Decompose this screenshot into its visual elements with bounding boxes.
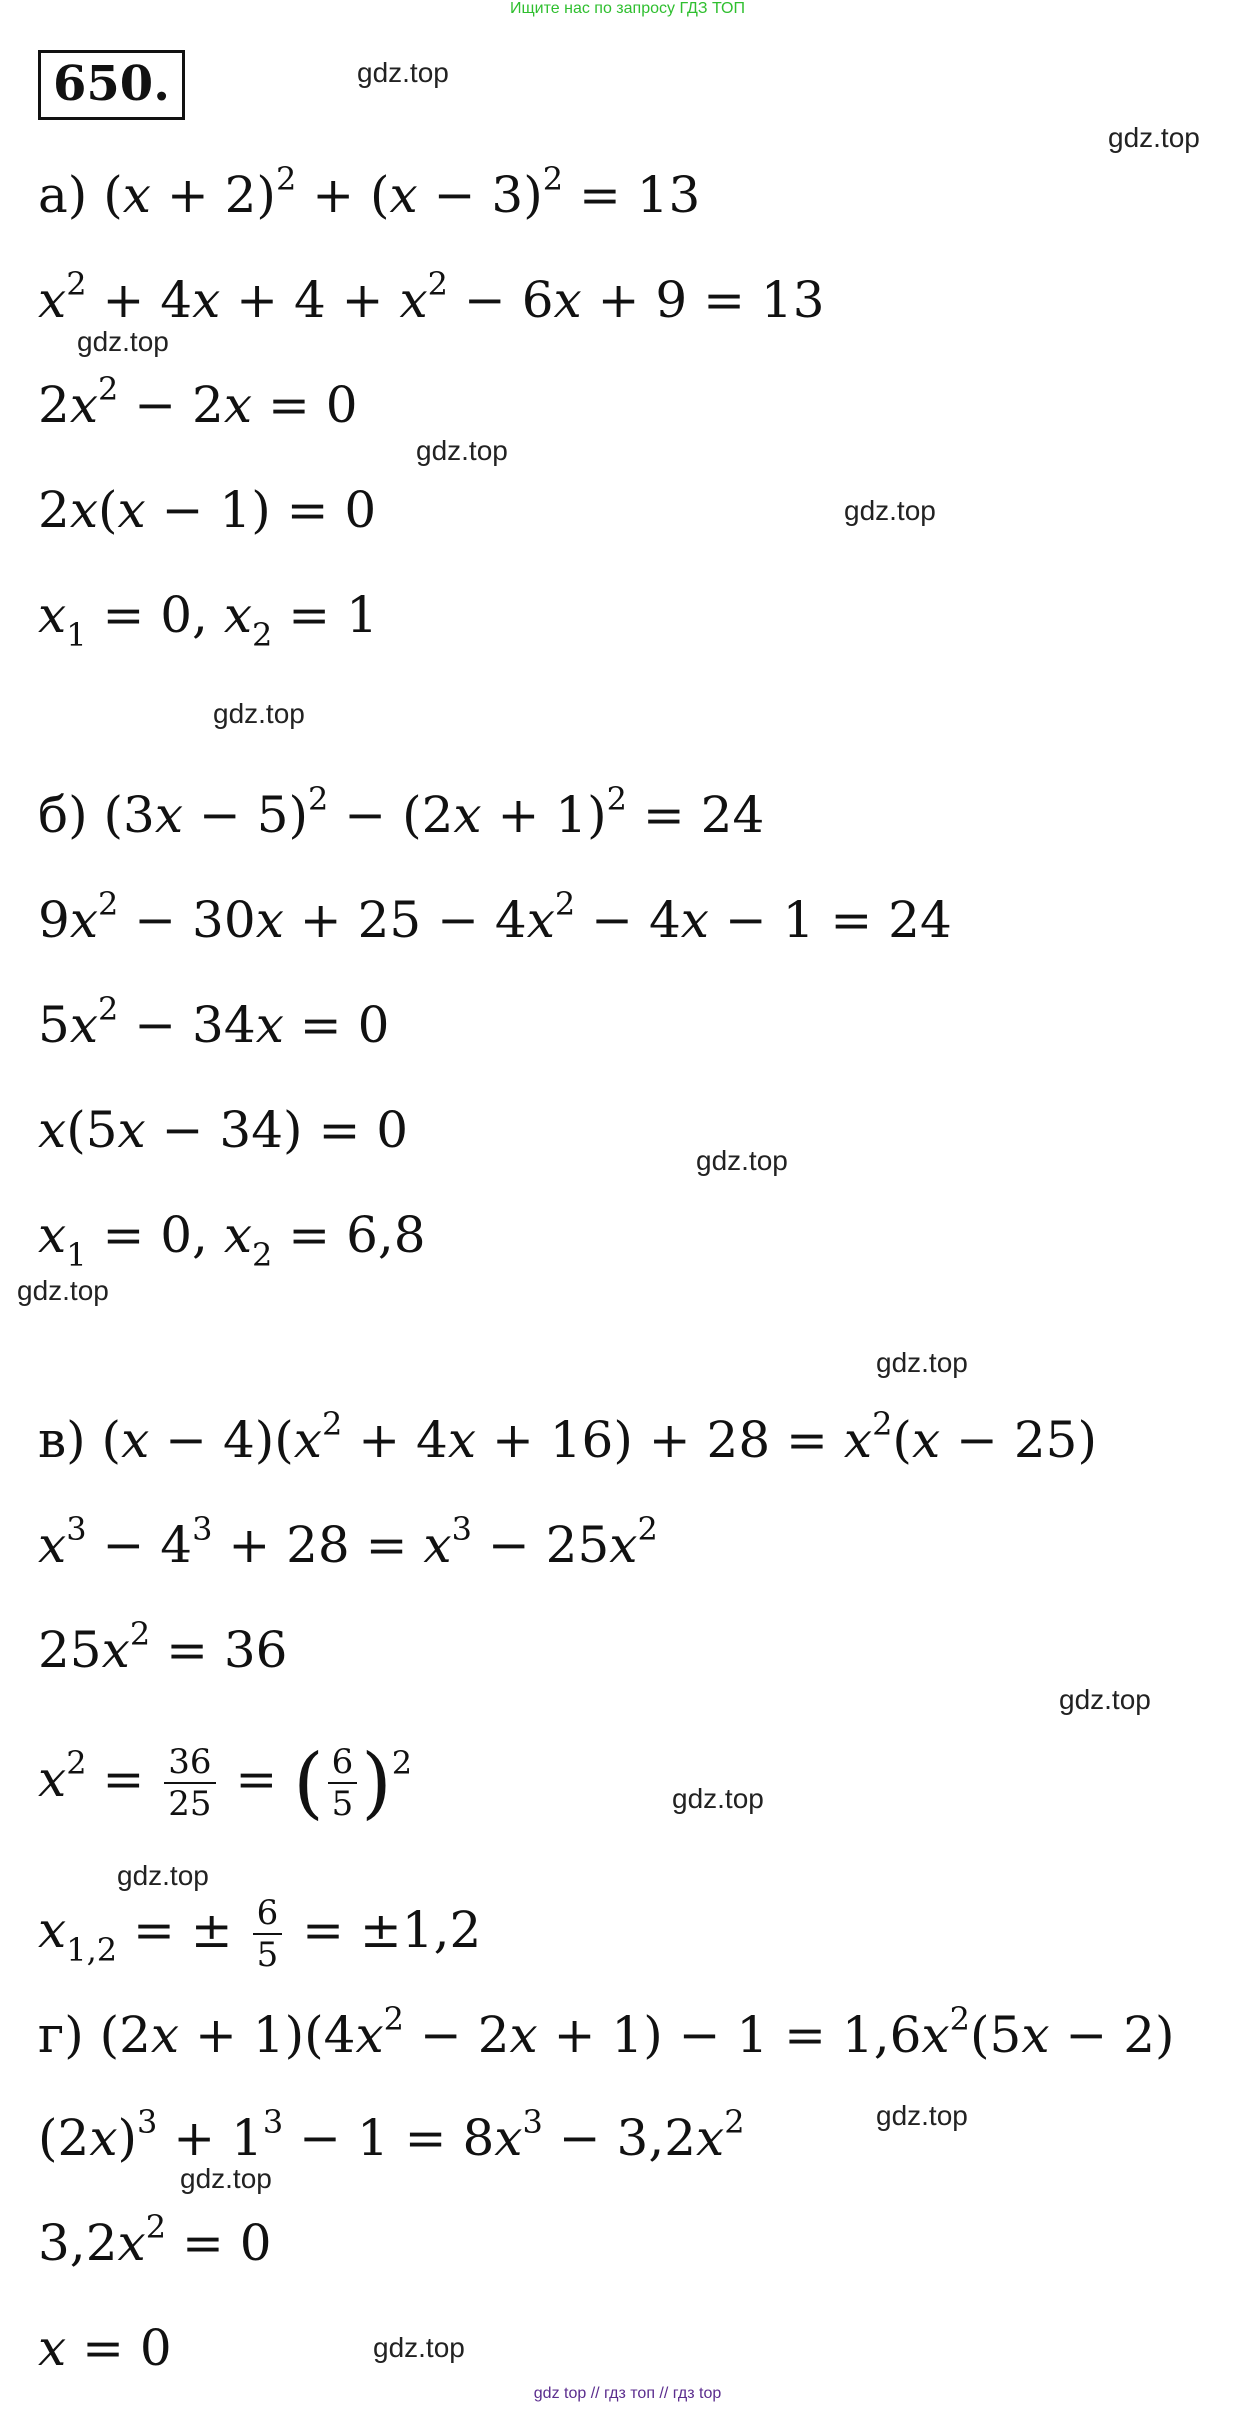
- equation-b-5: $x_1 = 0$, $x_2 = 6,8$: [38, 1206, 426, 1274]
- watermark: gdz.top: [696, 1145, 788, 1176]
- equation-b-3: $5x^2 - 34x = 0$: [38, 990, 390, 1054]
- part-label-b: б): [38, 786, 88, 844]
- equation-a-2: $x^2 + 4x + 4 + x^2 - 6x + 9 = 13$: [38, 265, 825, 329]
- watermark: gdz.top: [77, 326, 169, 357]
- equation-g-1: г) $(2x + 1)(4x^2 - 2x + 1) - 1 = 1,6x^2(5x - 2)$: [38, 2000, 1175, 2064]
- equation-a-4: 2x(x − 1) = 0: [38, 481, 377, 539]
- equation-g-2: $(2x)^3 + 1^3 - 1 = 8x^3 - 3,2x^2$: [38, 2103, 745, 2167]
- equation-v-3: $25x^2 = 36$: [38, 1615, 288, 1679]
- task-number: 650.: [38, 50, 185, 120]
- equation-a-1: а) $(x + 2)^2 + (x - 3)^2 = 13$: [38, 160, 701, 224]
- equation-v-1: в) $(x - 4)(x^2 + 4x + 16) + 28 = x^2(x - 25)$: [38, 1405, 1097, 1469]
- part-label-v: в): [38, 1411, 86, 1469]
- equation-v-2: $x^3 - 4^3 + 28 = x^3 - 25x^2$: [38, 1510, 658, 1574]
- watermark: gdz.top: [672, 1783, 764, 1814]
- equation-v-4: $x^2$ = $\frac{36}{25}$ = ( $\frac{6}{5}$ )$^2$: [38, 1738, 413, 1828]
- equation-b-2: $9x^2 - 30x + 25 - 4x^2 - 4x - 1 = 24$: [38, 885, 952, 949]
- promo-banner[interactable]: Ищите нас по запросу ГДЗ ТОП: [510, 0, 745, 17]
- watermark: gdz.top: [876, 2100, 968, 2131]
- watermark: gdz.top: [117, 1860, 209, 1891]
- watermark: gdz.top: [180, 2163, 272, 2194]
- equation-v-5: $x_{1,2}$ = ± $\frac{6}{5}$ = ±1,2: [38, 1893, 482, 1975]
- watermark: gdz.top: [357, 57, 449, 88]
- footer-links[interactable]: gdz top // гдз топ // гдз top: [533, 2385, 722, 2402]
- equation-g-4: x = 0: [38, 2319, 172, 2377]
- watermark: gdz.top: [373, 2332, 465, 2363]
- watermark: gdz.top: [1059, 1684, 1151, 1715]
- equation-b-1: б) $(3x - 5)^2 - (2x + 1)^2 = 24$: [38, 780, 765, 844]
- equation-a-3: $2x^2 - 2x = 0$: [38, 370, 358, 434]
- part-label-a: а): [38, 166, 88, 224]
- watermark: gdz.top: [416, 435, 508, 466]
- watermark: gdz.top: [844, 495, 936, 526]
- watermark: gdz.top: [1108, 122, 1200, 153]
- equation-a-5: $x_1 = 0$, $x_2 = 1$: [38, 586, 378, 654]
- watermark: gdz.top: [876, 1347, 968, 1378]
- watermark: gdz.top: [17, 1275, 109, 1306]
- watermark: gdz.top: [213, 698, 305, 729]
- part-label-g: г): [38, 2006, 84, 2064]
- equation-g-3: $3,2x^2 = 0$: [38, 2208, 272, 2272]
- equation-b-4: x(5x − 34) = 0: [38, 1101, 409, 1159]
